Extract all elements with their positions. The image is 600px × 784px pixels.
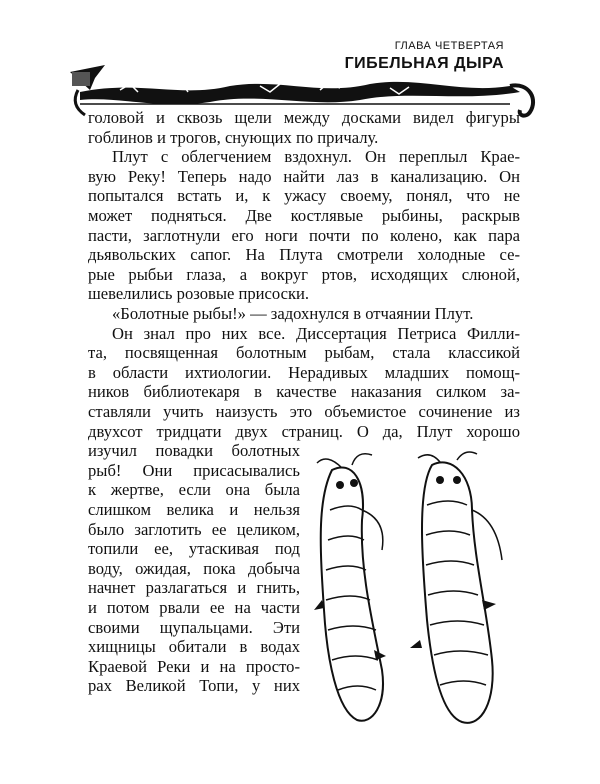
text-line: начнет разлагаться и гнить, <box>88 578 300 598</box>
text-line: Краевой Реки и на просто- <box>88 656 300 676</box>
text-line: может подняться. Две костлявые рыбины, раскрыв <box>88 206 520 225</box>
text-line: головой и сквозь щели между досками видел фигуры <box>88 108 520 127</box>
text-line: слишком велика и нельзя <box>88 500 300 519</box>
chapter-title: ГИБЕЛЬНАЯ ДЫРА <box>344 55 504 72</box>
text-line: хищницы обитали в водах <box>88 637 300 657</box>
text-line: гоблинов и трогов, снующих по причалу. <box>88 127 379 147</box>
text-line: изучил повадки болотных <box>88 441 300 461</box>
swamp-fish-illustration <box>312 450 524 735</box>
text-line: та, посвященная болотным рыбам, стала классикой <box>88 343 520 363</box>
text-line: в области ихтиологии. Нерадивых младших помощ- <box>88 362 520 382</box>
text-line: топили ее, утаскивая под <box>88 539 300 559</box>
text-line: рах Великой Топи, у них <box>88 676 300 696</box>
text-line: ников библиотекаря в качестве наказания силком за- <box>88 382 520 402</box>
text-line: дьявольских сапог. На Плута смотрели холодные се- <box>88 245 520 265</box>
text-line: и потом рвали ее на части <box>88 598 300 617</box>
text-line: «Болотные рыбы!» — задохнулся в отчаянии Плут. <box>112 304 474 323</box>
text-line: Плут с облегчением вздохнул. Он переплыл Крае- <box>112 147 520 167</box>
text-line: своими щупальцами. Эти <box>88 617 300 637</box>
text-line: рыб! Они присасывались <box>88 460 300 480</box>
text-line: шевелились розовые присоски. <box>88 284 310 304</box>
text-line: воду, ожидая, пока добыча <box>88 558 300 578</box>
text-line: Он знал про них все. Диссертация Петриса Филли- <box>112 323 520 343</box>
text-line: попытался встать и, к ужасу своему, понял, что не <box>88 186 520 206</box>
text-line: к жертве, если она была <box>88 480 300 500</box>
text-line: было заглотить ее целиком, <box>88 519 300 539</box>
text-line: двухсот тридцати двух страниц. О да, Плут хорошо <box>88 421 520 441</box>
text-line: вую Реку! Теперь надо найти лаз в канализацию. Он <box>88 166 520 186</box>
text-line: ставляли учить наизусть это объемистое сочинение из <box>88 402 520 421</box>
chapter-label: ГЛАВА ЧЕТВЕРТАЯ <box>394 40 504 52</box>
text-line: пасти, заглотнули его ноги почти по колено, как пара <box>88 225 520 245</box>
text-line: рые рыбьи глаза, а вокруг ртов, исходящих слюной, <box>88 264 520 284</box>
